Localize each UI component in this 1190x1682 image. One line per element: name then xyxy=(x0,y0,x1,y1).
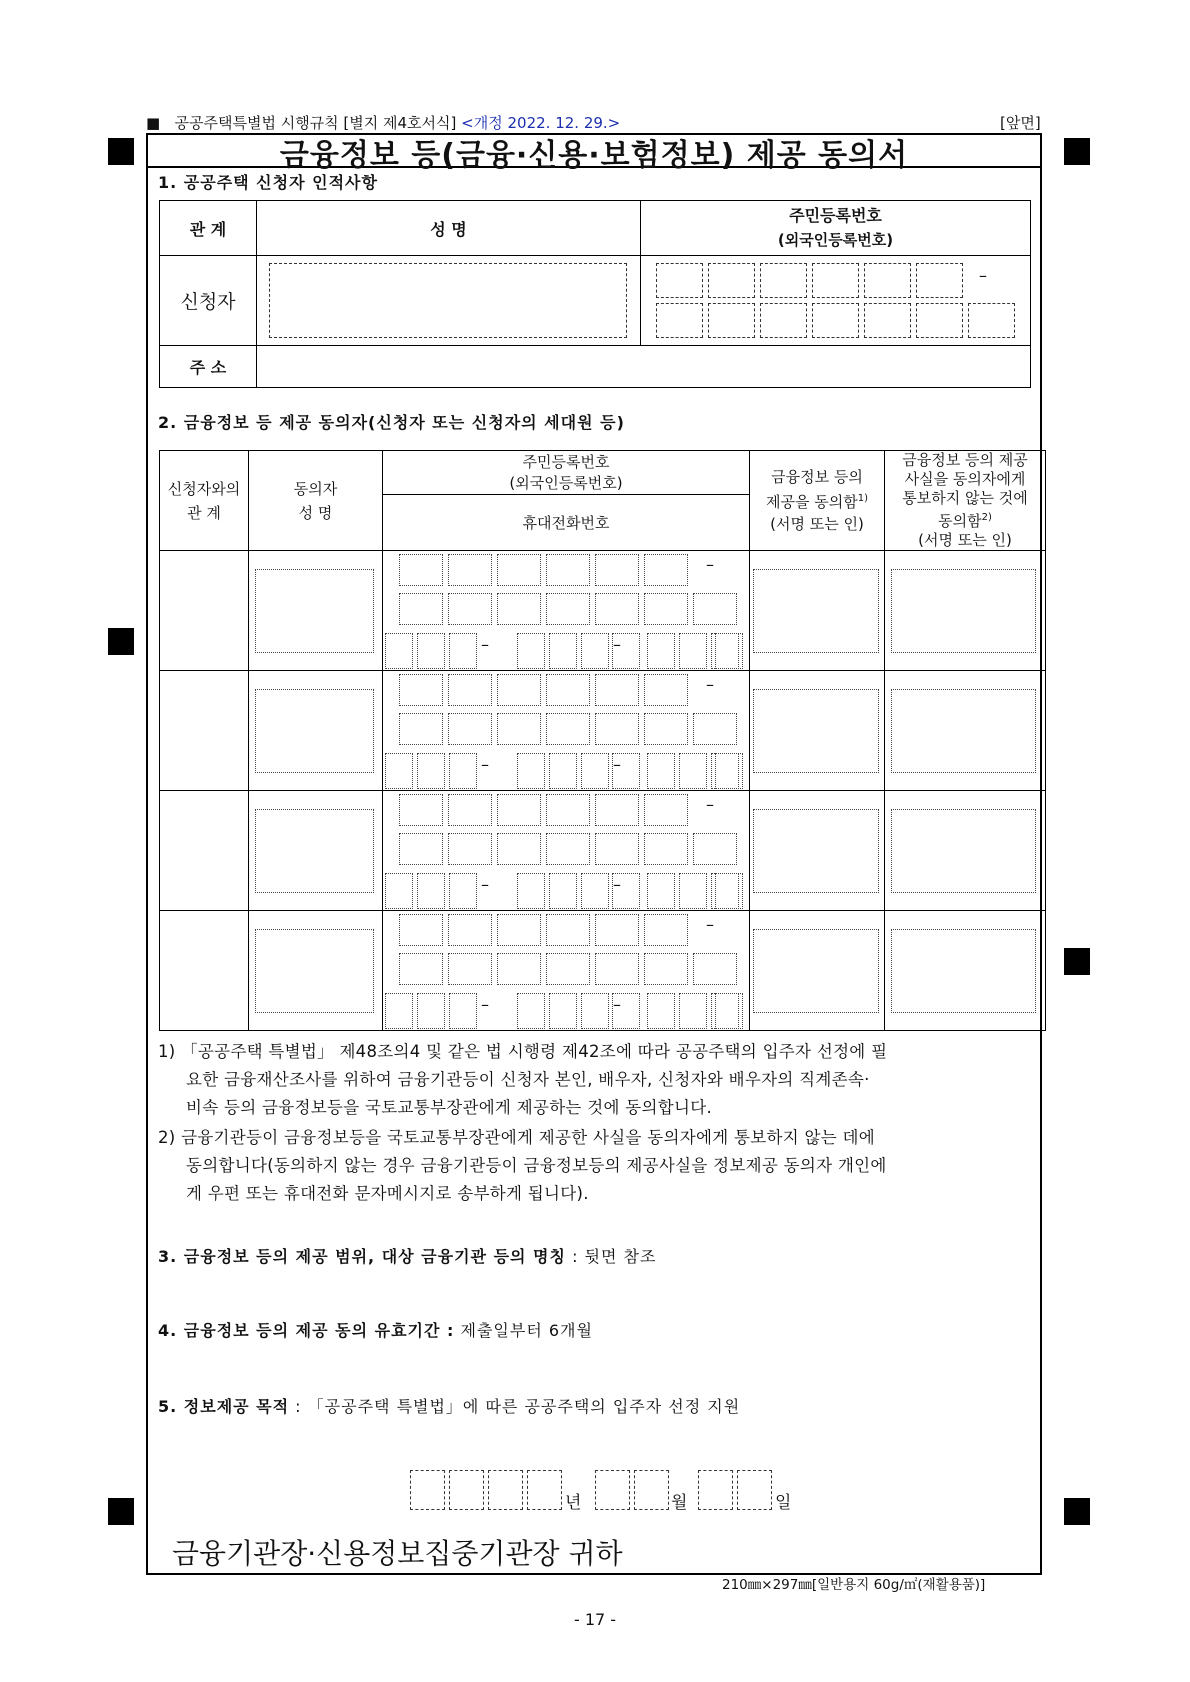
row-applicant-label: 신청자 xyxy=(160,256,257,346)
consenter-id-digit-box[interactable] xyxy=(399,914,443,946)
consenter-id-digit-box[interactable] xyxy=(497,794,541,826)
col-notify-line1: 금융정보 등의 제공 xyxy=(902,451,1028,469)
notify-sign-box[interactable] xyxy=(891,809,1036,893)
consenter-id-digit-box[interactable] xyxy=(644,914,688,946)
consenter-id-digit-box[interactable] xyxy=(644,674,688,706)
consenter-name-input[interactable] xyxy=(255,689,374,773)
id-dash: – xyxy=(979,266,987,285)
relation-cell[interactable] xyxy=(160,551,249,671)
consenter-id-phone-cell xyxy=(383,791,750,911)
consenter-id-digit-box[interactable] xyxy=(546,833,590,865)
consenter-id-digit-box[interactable] xyxy=(595,554,639,586)
alignment-mark xyxy=(1064,138,1090,165)
phone-digit-box[interactable] xyxy=(449,753,477,789)
consenter-id-digit-box[interactable] xyxy=(644,953,688,985)
phone-digit-box[interactable] xyxy=(679,753,707,789)
consenter-name-cell xyxy=(249,671,383,791)
alignment-mark xyxy=(1064,948,1090,975)
section4 xyxy=(158,1318,593,1341)
consenter-id-digit-box[interactable] xyxy=(399,833,443,865)
col-consent-line1: 금융정보 등의 xyxy=(771,468,863,486)
consent-sign-box[interactable] xyxy=(753,929,879,1013)
phone-digit-box[interactable] xyxy=(549,993,577,1029)
paper-spec: 210㎜×297㎜[일반용지 60g/㎡(재활용품)] xyxy=(722,1577,986,1593)
section5-heading: 5. 정보제공 목적 xyxy=(158,1397,290,1416)
alignment-mark xyxy=(108,1498,134,1525)
page-number: - 17 - xyxy=(573,1610,617,1629)
phone-digit-box[interactable] xyxy=(679,873,707,909)
section3 xyxy=(158,1244,656,1267)
consenter-id-digit-box[interactable] xyxy=(644,593,688,625)
col-notify-line5: (서명 또는 인) xyxy=(918,531,1012,549)
consenter-id-digit-box[interactable] xyxy=(644,794,688,826)
consent-sign-cell xyxy=(750,791,885,911)
col-notify-line4: 동의함 xyxy=(938,512,982,530)
month-digit-box[interactable] xyxy=(634,1470,669,1510)
consenter-id-digit-box[interactable] xyxy=(399,593,443,625)
consenter-id-digit-box[interactable] xyxy=(644,833,688,865)
phone-dash: – xyxy=(481,875,489,894)
col-consent-line3: (서명 또는 인) xyxy=(770,515,864,533)
consenter-id-digit-box[interactable] xyxy=(399,554,443,586)
consenter-id-digit-box[interactable] xyxy=(448,794,492,826)
phone-digit-box[interactable] xyxy=(549,633,577,669)
phone-dash: – xyxy=(613,995,621,1014)
phone-dash: – xyxy=(481,755,489,774)
day-label: 일 xyxy=(775,1493,792,1513)
col-relation2-line1: 신청자와의 xyxy=(167,479,241,498)
section5 xyxy=(158,1394,740,1417)
col-relation2-line2: 관 계 xyxy=(187,503,221,522)
phone-digit-box[interactable] xyxy=(385,873,413,909)
consenter-id-phone-cell xyxy=(383,671,750,791)
section3-value: : 뒷면 참조 xyxy=(565,1247,657,1266)
form-reference: 공공주택특별법 시행규칙 [별지 제4호서식] xyxy=(174,114,457,132)
alignment-mark xyxy=(1064,1498,1090,1525)
id-digit-box[interactable] xyxy=(916,303,963,338)
consenter-id-dash: – xyxy=(706,675,714,694)
consenter-id-digit-box[interactable] xyxy=(448,713,492,745)
phone-digit-box[interactable] xyxy=(517,633,545,669)
footnote-2-line3: 게 우편 또는 휴대전화 문자메시지로 송부하게 됩니다). xyxy=(186,1184,589,1203)
col-notify xyxy=(885,451,1046,551)
phone-dash: – xyxy=(481,635,489,654)
relation-cell[interactable] xyxy=(160,671,249,791)
col-notify-line2: 사실을 동의자에게 xyxy=(904,470,1026,488)
consenter-table xyxy=(159,450,1046,1031)
relation-cell[interactable] xyxy=(160,791,249,911)
footnote-2 xyxy=(158,1124,887,1208)
consenter-id-digit-box[interactable] xyxy=(546,914,590,946)
notify-sign-box[interactable] xyxy=(891,569,1036,653)
page-side-label: [앞면] xyxy=(1000,114,1041,132)
year-digit-box[interactable] xyxy=(527,1470,562,1510)
document-title: 금융정보 등(금융·신용·보험정보) 제공 동의서 xyxy=(279,138,909,173)
phone-digit-box[interactable] xyxy=(449,993,477,1029)
consenter-id-digit-box[interactable] xyxy=(399,794,443,826)
phone-digit-box[interactable] xyxy=(549,873,577,909)
revision-date: <개정 2022. 12. 29.> xyxy=(461,114,621,132)
phone-digit-box[interactable] xyxy=(517,753,545,789)
col-relation: 관 계 xyxy=(160,201,257,256)
consenter-id-dash: – xyxy=(706,555,714,574)
id-digit-box[interactable] xyxy=(760,303,807,338)
col-id2-line2: (외국인등록번호) xyxy=(509,473,623,492)
col-id2-line1: 주민등록번호 xyxy=(522,452,610,471)
id-digit-box[interactable] xyxy=(708,303,755,338)
phone-digit-box[interactable] xyxy=(549,753,577,789)
phone-digit-box[interactable] xyxy=(715,873,743,909)
consenter-id-digit-box[interactable] xyxy=(693,953,737,985)
year-label: 년 xyxy=(565,1493,582,1513)
consenter-id-phone-cell xyxy=(383,911,750,1031)
footnote-2-line2: 동의합니다(동의하지 않는 경우 금융기관등이 금융정보등의 제공사실을 정보제공 동의자 개인에 xyxy=(186,1156,887,1175)
consenter-row xyxy=(160,791,1046,911)
phone-digit-box[interactable] xyxy=(647,633,675,669)
consenter-id-digit-box[interactable] xyxy=(546,713,590,745)
consenter-id-dash: – xyxy=(706,915,714,934)
consenter-id-digit-box[interactable] xyxy=(693,713,737,745)
consenter-id-digit-box[interactable] xyxy=(595,713,639,745)
consent-sign-box[interactable] xyxy=(753,569,879,653)
phone-dash: – xyxy=(481,995,489,1014)
id-digit-box[interactable] xyxy=(864,263,911,298)
relation-cell[interactable] xyxy=(160,911,249,1031)
consenter-id-digit-box[interactable] xyxy=(693,833,737,865)
consenter-id-digit-box[interactable] xyxy=(546,554,590,586)
consenter-id-digit-box[interactable] xyxy=(546,593,590,625)
col-consent xyxy=(750,451,885,551)
col-name: 성 명 xyxy=(257,201,641,256)
applicant-id-cell xyxy=(641,256,1031,346)
consenter-id-digit-box[interactable] xyxy=(399,953,443,985)
id-digit-box[interactable] xyxy=(916,263,963,298)
id-digit-box[interactable] xyxy=(812,303,859,338)
section4-value: 제출일부터 6개월 xyxy=(454,1321,593,1340)
consenter-id-digit-box[interactable] xyxy=(448,674,492,706)
consenter-row xyxy=(160,671,1046,791)
phone-digit-box[interactable] xyxy=(581,993,609,1029)
consenter-id-digit-box[interactable] xyxy=(644,554,688,586)
consenter-id-digit-box[interactable] xyxy=(497,833,541,865)
phone-digit-box[interactable] xyxy=(715,993,743,1029)
footnote-1 xyxy=(158,1038,887,1122)
consent-sign-box[interactable] xyxy=(753,689,879,773)
phone-digit-box[interactable] xyxy=(385,753,413,789)
alignment-mark xyxy=(108,138,134,165)
consenter-name-cell xyxy=(249,791,383,911)
phone-digit-box[interactable] xyxy=(581,873,609,909)
consenter-id-digit-box[interactable] xyxy=(497,713,541,745)
footnote-1-line1: 1) 「공공주택 특별법」 제48조의4 및 같은 법 시행령 제42조에 따라 공공주택의 입주자 선정에 필 xyxy=(158,1042,888,1061)
consenter-id-digit-box[interactable] xyxy=(448,554,492,586)
consenter-id-digit-box[interactable] xyxy=(399,713,443,745)
notify-sign-cell xyxy=(885,791,1046,911)
consenter-id-digit-box[interactable] xyxy=(448,914,492,946)
notify-sign-box[interactable] xyxy=(891,929,1036,1013)
id-digit-box[interactable] xyxy=(760,263,807,298)
consenter-id-digit-box[interactable] xyxy=(497,554,541,586)
id-digit-box[interactable] xyxy=(812,263,859,298)
consenter-id-digit-box[interactable] xyxy=(448,593,492,625)
consenter-id-digit-box[interactable] xyxy=(595,914,639,946)
year-digit-box[interactable] xyxy=(410,1470,445,1510)
consenter-id-digit-box[interactable] xyxy=(497,953,541,985)
phone-digit-box[interactable] xyxy=(449,873,477,909)
consenter-id-digit-box[interactable] xyxy=(546,674,590,706)
year-digit-box[interactable] xyxy=(488,1470,523,1510)
id-digit-box[interactable] xyxy=(864,303,911,338)
col-id-label: 주민등록번호 xyxy=(789,206,882,225)
applicant-name-cell xyxy=(257,256,641,346)
consenter-id-digit-box[interactable] xyxy=(497,914,541,946)
year-digit-box[interactable] xyxy=(449,1470,484,1510)
consenter-id-dash: – xyxy=(706,795,714,814)
footnote-ref-1: 1) xyxy=(857,493,868,504)
consent-sign-cell xyxy=(750,551,885,671)
id-digit-box[interactable] xyxy=(708,263,755,298)
day-digit-box[interactable] xyxy=(737,1470,772,1510)
phone-dash: – xyxy=(613,755,621,774)
section3-heading: 3. 금융정보 등의 제공 범위, 대상 금융기관 등의 명칭 xyxy=(158,1247,566,1266)
consenter-id-digit-box[interactable] xyxy=(448,953,492,985)
phone-digit-box[interactable] xyxy=(715,753,743,789)
day-digit-box[interactable] xyxy=(698,1470,733,1510)
notify-sign-cell xyxy=(885,551,1046,671)
col-consenter xyxy=(249,451,383,551)
consenter-name-cell xyxy=(249,911,383,1031)
phone-digit-box[interactable] xyxy=(581,753,609,789)
id-digit-box[interactable] xyxy=(656,263,703,298)
consent-sign-box[interactable] xyxy=(753,809,879,893)
consenter-id-phone-cell xyxy=(383,551,750,671)
section1-heading: 1. 공공주택 신청자 인적사항 xyxy=(158,173,378,192)
consenter-row xyxy=(160,911,1046,1031)
phone-dash: – xyxy=(613,635,621,654)
phone-digit-box[interactable] xyxy=(449,633,477,669)
notify-sign-cell xyxy=(885,671,1046,791)
consenter-id-digit-box[interactable] xyxy=(399,674,443,706)
applicant-table xyxy=(159,200,1031,388)
consenter-id-digit-box[interactable] xyxy=(644,713,688,745)
phone-digit-box[interactable] xyxy=(647,753,675,789)
consent-sign-cell xyxy=(750,671,885,791)
col-consent-line2: 제공을 동의함 xyxy=(766,493,858,511)
col-relation2 xyxy=(160,451,249,551)
col-phone: 휴대전화번호 xyxy=(383,495,750,551)
section4-heading: 4. 금융정보 등의 제공 동의 유효기간 : xyxy=(158,1321,455,1340)
consenter-id-digit-box[interactable] xyxy=(448,833,492,865)
col-consenter-line2: 성 명 xyxy=(298,503,333,522)
notify-sign-box[interactable] xyxy=(891,689,1036,773)
row-address-label: 주 소 xyxy=(160,346,257,388)
footnote-ref-2: 2) xyxy=(981,512,992,523)
phone-digit-box[interactable] xyxy=(517,993,545,1029)
phone-digit-box[interactable] xyxy=(647,873,675,909)
consenter-id-digit-box[interactable] xyxy=(595,794,639,826)
phone-digit-box[interactable] xyxy=(517,873,545,909)
consenter-name-input[interactable] xyxy=(255,809,374,893)
footnote-1-line3: 비속 등의 금융정보등을 국토교통부장관에게 제공하는 것에 동의합니다. xyxy=(186,1098,712,1117)
header-square: ■ xyxy=(146,114,161,132)
phone-digit-box[interactable] xyxy=(647,993,675,1029)
section2-heading: 2. 금융정보 등 제공 동의자(신청자 또는 신청자의 세대원 등) xyxy=(158,413,625,432)
col-id2 xyxy=(383,451,750,495)
phone-digit-box[interactable] xyxy=(417,873,445,909)
phone-digit-box[interactable] xyxy=(417,993,445,1029)
month-label: 월 xyxy=(671,1493,688,1513)
consenter-id-digit-box[interactable] xyxy=(595,953,639,985)
month-digit-box[interactable] xyxy=(595,1470,630,1510)
consent-sign-cell xyxy=(750,911,885,1031)
phone-digit-box[interactable] xyxy=(385,633,413,669)
consenter-id-digit-box[interactable] xyxy=(497,674,541,706)
col-notify-line3: 통보하지 않는 것에 xyxy=(902,489,1028,507)
consenter-id-digit-box[interactable] xyxy=(595,833,639,865)
phone-dash: – xyxy=(613,875,621,894)
phone-digit-box[interactable] xyxy=(679,633,707,669)
consenter-name-input[interactable] xyxy=(255,569,374,653)
id-digit-box[interactable] xyxy=(656,303,703,338)
col-consenter-line1: 동의자 xyxy=(293,479,338,498)
phone-digit-box[interactable] xyxy=(679,993,707,1029)
consenter-id-digit-box[interactable] xyxy=(693,593,737,625)
phone-digit-box[interactable] xyxy=(715,633,743,669)
consenter-id-digit-box[interactable] xyxy=(546,794,590,826)
address-input[interactable] xyxy=(257,346,1031,388)
applicant-name-input[interactable] xyxy=(269,263,627,338)
alignment-mark xyxy=(108,628,134,655)
footnote-2-line1: 2) 금융기관등이 금융정보등을 국토교통부장관에게 제공한 사실을 동의자에게 통보하지 않는 데에 xyxy=(158,1128,875,1147)
consenter-id-digit-box[interactable] xyxy=(497,593,541,625)
consenter-id-digit-box[interactable] xyxy=(595,674,639,706)
consenter-row xyxy=(160,551,1046,671)
section5-value: : 「공공주택 특별법」에 따른 공공주택의 입주자 선정 지원 xyxy=(289,1397,741,1416)
phone-digit-box[interactable] xyxy=(417,633,445,669)
col-id-header xyxy=(641,201,1031,256)
consenter-name-input[interactable] xyxy=(255,929,374,1013)
addressee: 금융기관장·신용정보집중기관장 귀하 xyxy=(172,1537,623,1570)
phone-digit-box[interactable] xyxy=(581,633,609,669)
phone-digit-box[interactable] xyxy=(385,993,413,1029)
phone-digit-box[interactable] xyxy=(417,753,445,789)
consenter-id-digit-box[interactable] xyxy=(546,953,590,985)
col-id-sublabel: (외국인등록번호) xyxy=(777,231,894,249)
footnote-1-line2: 요한 금융재산조사를 위하여 금융기관등이 신청자 본인, 배우자, 신청자와 배우자의 직계존속· xyxy=(186,1070,870,1089)
consenter-id-digit-box[interactable] xyxy=(595,593,639,625)
id-digit-box[interactable] xyxy=(968,303,1015,338)
notify-sign-cell xyxy=(885,911,1046,1031)
consenter-name-cell xyxy=(249,551,383,671)
